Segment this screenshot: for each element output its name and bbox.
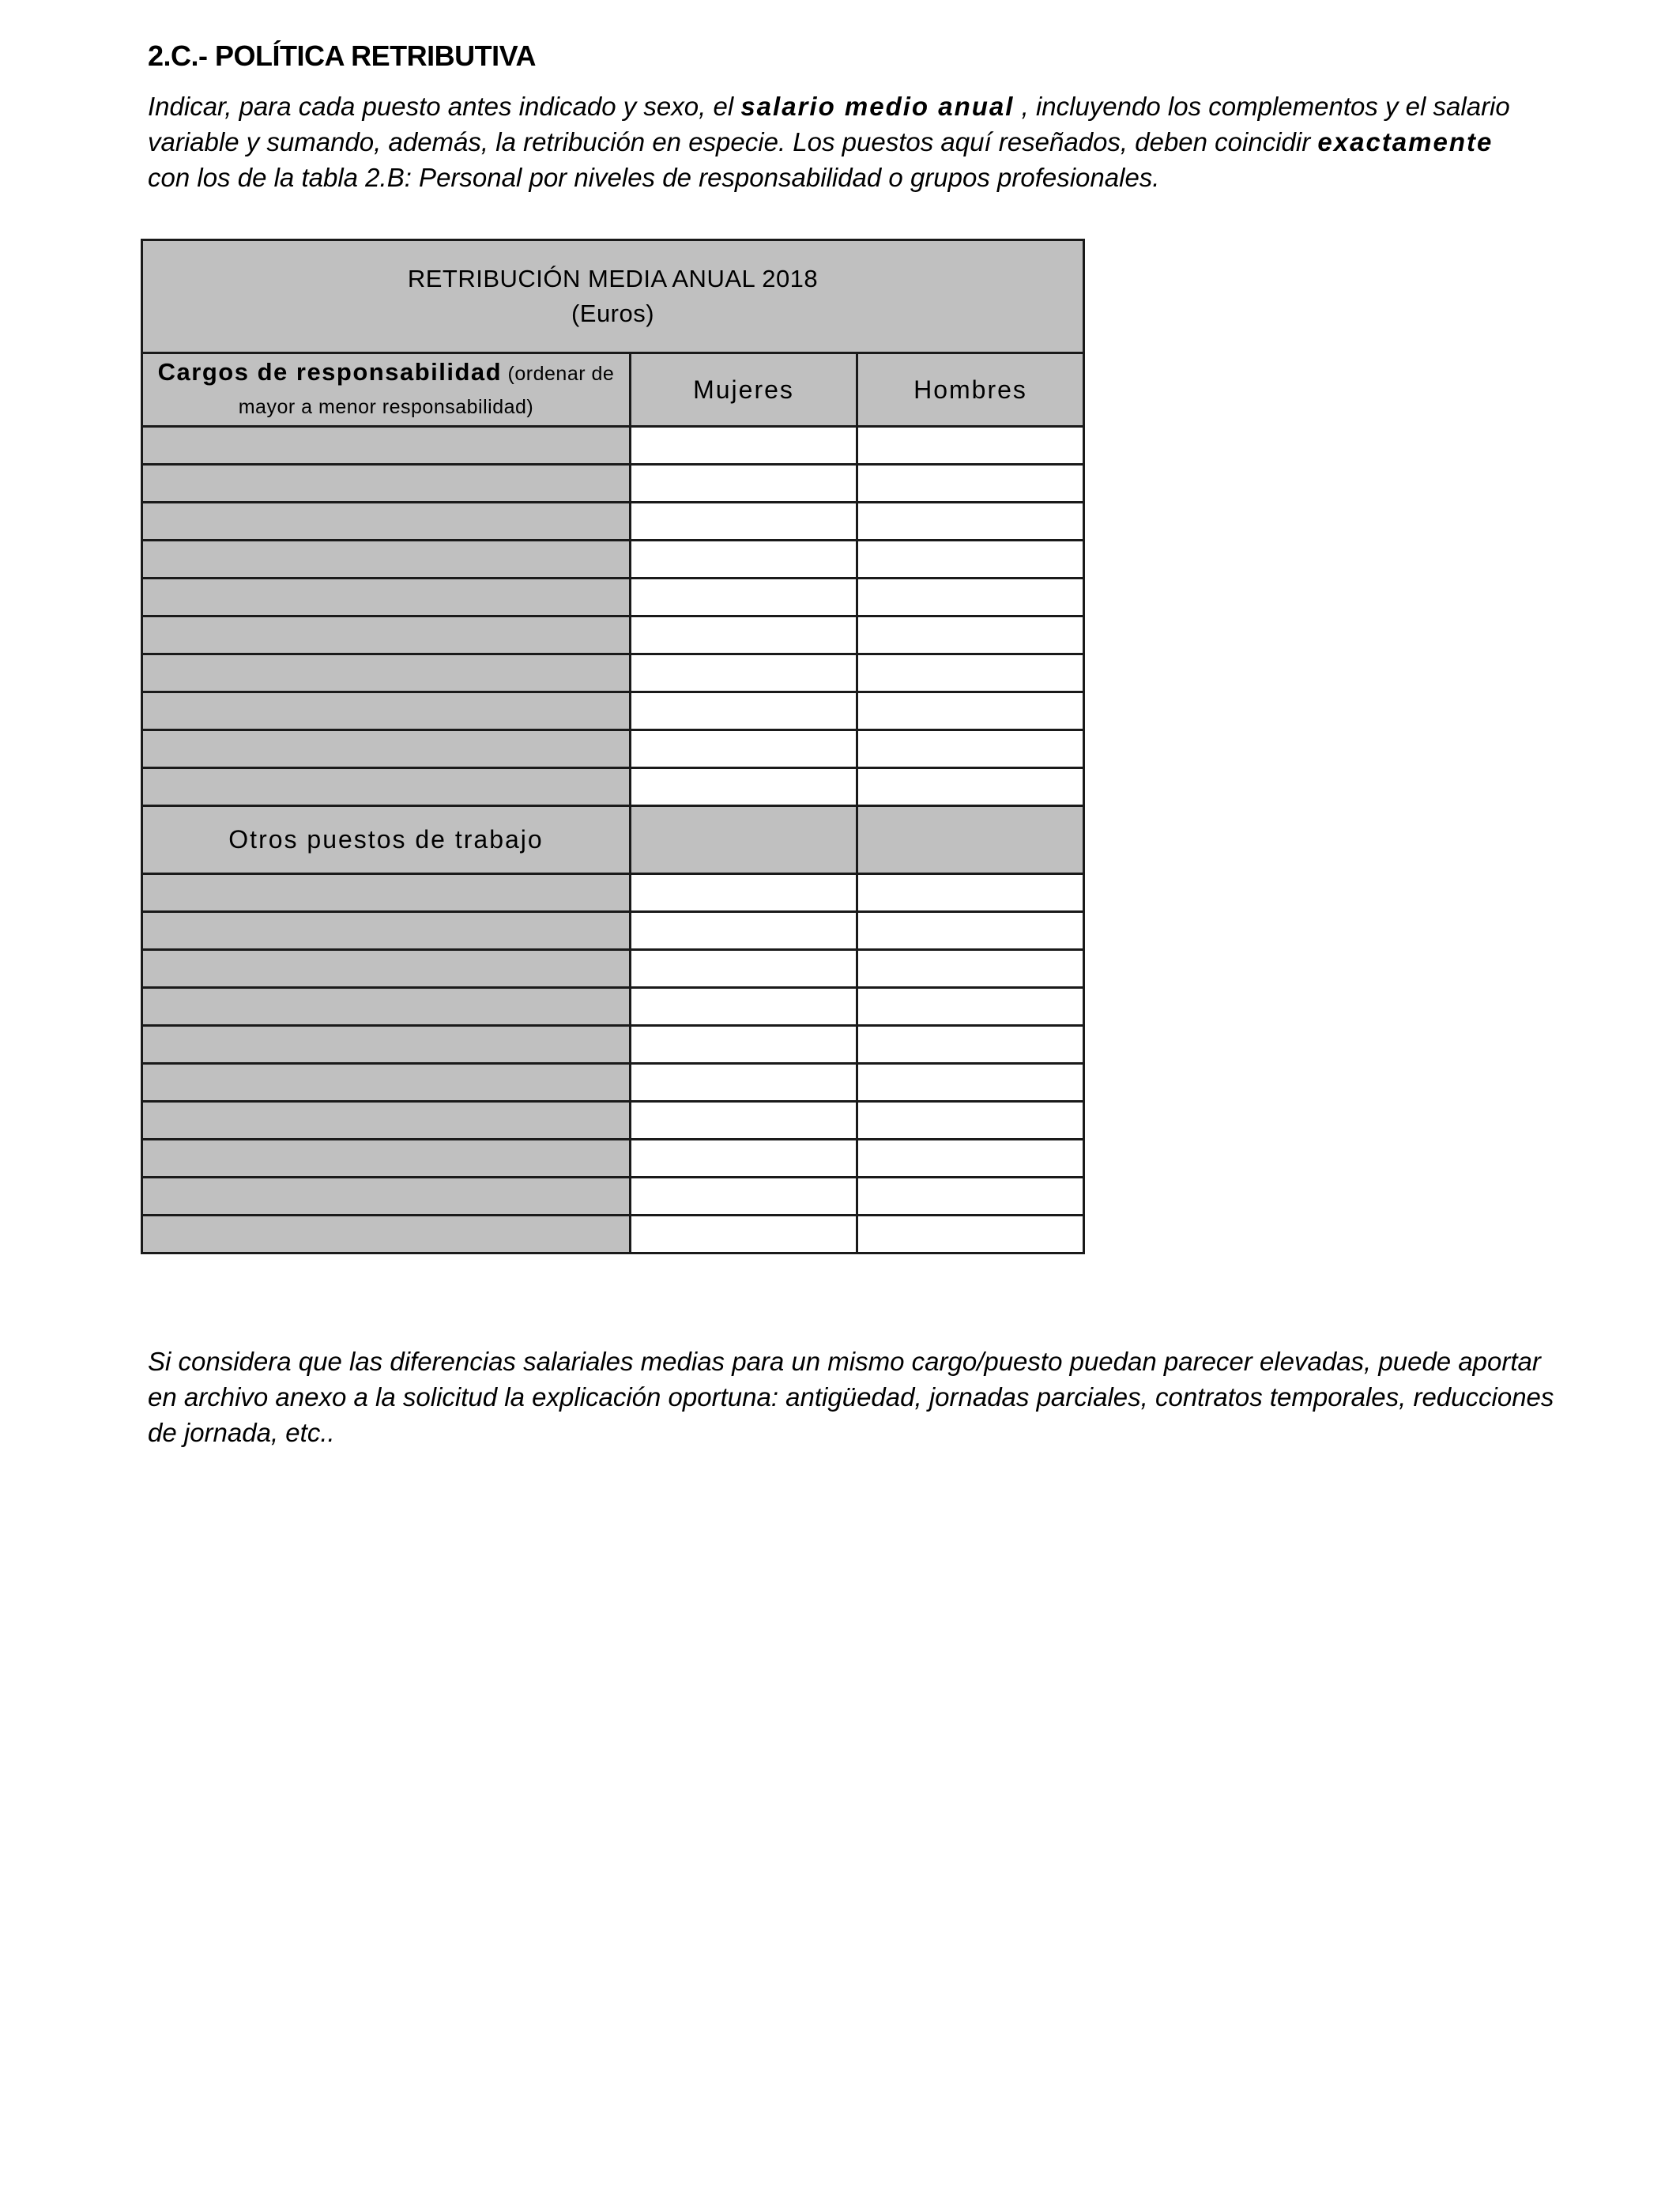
table-row [142, 579, 1084, 616]
hombres-cell[interactable] [857, 1064, 1084, 1102]
mujeres-cell[interactable] [631, 1178, 857, 1216]
column-header-cargos [142, 353, 631, 427]
cargo-cell[interactable] [142, 988, 631, 1026]
table-row [142, 427, 1084, 465]
hombres-cell[interactable] [857, 950, 1084, 988]
cargo-cell[interactable] [142, 579, 631, 616]
column-header-mujeres: Mujeres [631, 353, 857, 427]
mujeres-cell[interactable] [631, 427, 857, 465]
cargo-cell[interactable] [142, 427, 631, 465]
table-row [142, 1140, 1084, 1178]
hombres-cell[interactable] [857, 692, 1084, 730]
cargo-cell[interactable] [142, 1064, 631, 1102]
table-row [142, 950, 1084, 988]
hombres-cell[interactable] [857, 579, 1084, 616]
table-title-line2: (Euros) [571, 300, 655, 327]
table-row [142, 541, 1084, 579]
cargo-cell[interactable] [142, 912, 631, 950]
intro-paragraph [148, 89, 1539, 195]
hombres-cell[interactable] [857, 1178, 1084, 1216]
table-row [142, 692, 1084, 730]
otros-header-row [142, 806, 1084, 874]
hombres-cell[interactable] [857, 730, 1084, 768]
table-row [142, 874, 1084, 912]
table-title [142, 240, 1084, 353]
cargo-cell[interactable] [142, 1026, 631, 1064]
table-row [142, 912, 1084, 950]
column-header-cargos-label: Cargos de responsabilidad [157, 358, 503, 386]
cargo-cell[interactable] [142, 654, 631, 692]
intro-bold-salario: salario medio anual [740, 92, 1015, 121]
footnote: Si considera que las diferencias salariales medias para un mismo cargo/puesto puedan parecer elevadas, puede aportar en archivo anexo a la solicitud la explicación oportuna: antigüedad, jornadas parciales, contratos temporales, reducciones de jornada, etc.. [148, 1347, 1554, 1447]
column-header-cargos-note: (ordenar de mayor a menor responsabilidad) [238, 363, 615, 418]
table-row [142, 1216, 1084, 1253]
hombres-cell[interactable] [857, 427, 1084, 465]
mujeres-cell[interactable] [631, 579, 857, 616]
intro-text-2: , incluyendo los complementos y el salario variable y sumando, además, la retribución en especie. Los puestos aquí reseñados, deben coincidir [148, 92, 1510, 156]
cargo-cell[interactable] [142, 1178, 631, 1216]
table-row [142, 730, 1084, 768]
retribucion-table [141, 239, 1085, 1254]
table-row [142, 988, 1084, 1026]
mujeres-cell[interactable] [631, 616, 857, 654]
hombres-cell[interactable] [857, 768, 1084, 806]
hombres-cell[interactable] [857, 616, 1084, 654]
hombres-cell[interactable] [857, 988, 1084, 1026]
hombres-cell[interactable] [857, 1102, 1084, 1140]
cargo-cell[interactable] [142, 874, 631, 912]
mujeres-cell[interactable] [631, 1140, 857, 1178]
hombres-cell[interactable] [857, 503, 1084, 541]
intro-text-1: Indicar, para cada puesto antes indicado y sexo, el [148, 92, 741, 121]
hombres-cell[interactable] [857, 1026, 1084, 1064]
cargo-cell[interactable] [142, 1216, 631, 1253]
table-row [142, 1102, 1084, 1140]
mujeres-cell[interactable] [631, 1026, 857, 1064]
mujeres-cell[interactable] [631, 730, 857, 768]
cargo-cell[interactable] [142, 730, 631, 768]
cargo-cell[interactable] [142, 950, 631, 988]
column-header-hombres: Hombres [857, 353, 1084, 427]
mujeres-cell[interactable] [631, 654, 857, 692]
mujeres-cell[interactable] [631, 1216, 857, 1253]
table-row [142, 1064, 1084, 1102]
mujeres-cell[interactable] [631, 503, 857, 541]
hombres-cell[interactable] [857, 654, 1084, 692]
mujeres-cell[interactable] [631, 1102, 857, 1140]
table-row [142, 503, 1084, 541]
section-title: 2.C.- POLÍTICA RETRIBUTIVA [148, 40, 536, 72]
table-row [142, 616, 1084, 654]
mujeres-cell[interactable] [631, 692, 857, 730]
cargo-cell[interactable] [142, 503, 631, 541]
hombres-cell[interactable] [857, 874, 1084, 912]
mujeres-cell[interactable] [631, 988, 857, 1026]
hombres-cell[interactable] [857, 541, 1084, 579]
intro-text-3: con los de la tabla 2.B: Personal por niveles de responsabilidad o grupos profesionales. [148, 163, 1160, 192]
cargo-cell[interactable] [142, 616, 631, 654]
hombres-cell[interactable] [857, 912, 1084, 950]
hombres-cell[interactable] [857, 1140, 1084, 1178]
cargo-cell[interactable] [142, 465, 631, 503]
mujeres-cell[interactable] [631, 465, 857, 503]
mujeres-cell[interactable] [631, 950, 857, 988]
mujeres-cell[interactable] [631, 1064, 857, 1102]
table-row [142, 1026, 1084, 1064]
table-row [142, 1178, 1084, 1216]
otros-mujeres-blank [631, 806, 857, 874]
table-row [142, 654, 1084, 692]
mujeres-cell[interactable] [631, 874, 857, 912]
otros-puestos-label: Otros puestos de trabajo [142, 806, 631, 874]
mujeres-cell[interactable] [631, 541, 857, 579]
mujeres-cell[interactable] [631, 912, 857, 950]
table-row [142, 768, 1084, 806]
otros-hombres-blank [857, 806, 1084, 874]
cargo-cell[interactable] [142, 1102, 631, 1140]
hombres-cell[interactable] [857, 1216, 1084, 1253]
cargo-cell[interactable] [142, 768, 631, 806]
intro-bold-exactamente: exactamente [1317, 127, 1494, 156]
hombres-cell[interactable] [857, 465, 1084, 503]
table-row [142, 465, 1084, 503]
cargo-cell[interactable] [142, 541, 631, 579]
cargo-cell[interactable] [142, 1140, 631, 1178]
cargo-cell[interactable] [142, 692, 631, 730]
table-title-line1: RETRIBUCIÓN MEDIA ANUAL 2018 [407, 265, 819, 292]
mujeres-cell[interactable] [631, 768, 857, 806]
